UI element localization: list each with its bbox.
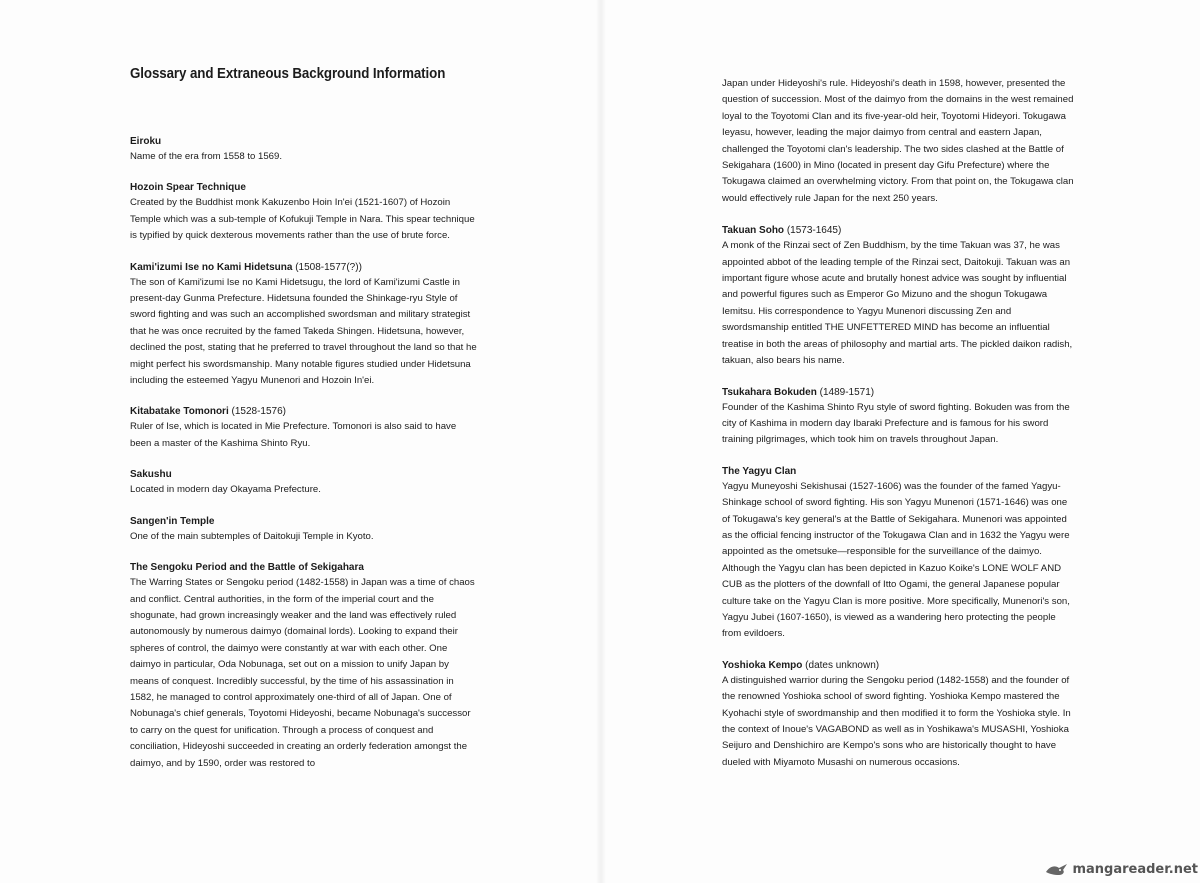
- glossary-entry: [722, 223, 1074, 369]
- glossary-entry: [722, 658, 1074, 771]
- entry-definition: A monk of the Rinzai sect of Zen Buddhism, by the time Takuan was 37, he was appointed abbot of the leading temple of the Rinzai sect, Daitokuji. Takuan was an important figure whose acute and brutally honest advice was sought by influential and powerful figures such as Emperor Go Mizuno and the shogun Tokugawa Iemitsu. His correspondence to Yagyu Munenori discussing Zen and swordsmanship entitled THE UNFETTERED MIND has become an influential treatise in both the areas of philosophy and martial arts. The pickled daikon radish, takuan, also bears his name.: [722, 240, 1073, 367]
- entry-definition: Created by the Buddhist monk Kakuzenbo Hoin In'ei (1521-1607) of Hozoin Temple which was a sub-temple of Kofukuji Temple in Nara. This spear technique is typified by quick dexterous movements rather than the use of brute force.: [130, 197, 475, 242]
- entry-term: Tsukahara Bokuden (1489-1571): [722, 386, 875, 398]
- entry-dates: (1573-1645): [786, 225, 842, 237]
- glossary-entry: [130, 514, 480, 545]
- glossary-entry: [130, 180, 480, 244]
- continued-paragraph: Japan under Hideyoshi's rule. Hideyoshi's death in 1598, however, presented the question of succession. Most of the daimyo from the domains in the west remained loyal to the Toyotomi Clan and its five-year-old heir, Toyotomi Hideyori. Tokugawa Ieyasu, however, leading the major daimyo from central and eastern Japan, challenged the Toyotomi clan's leadership. The two sides clashed at the Battle of Sekigahara (1600) in Mino (located in present day Gifu Prefecture) where the Tokugawa claimed an overwhelming victory. From that point on, the Tokugawa clan would effectively rule Japan for the next 250 years.: [722, 78, 1074, 204]
- right-column: [722, 76, 1074, 786]
- entry-definition: The son of Kami'izumi Ise no Kami Hidetsugu, the lord of Kami'izumi Castle in present-day Gunma Prefecture. Hidetsuna founded the Shinkage-ryu Style of sword fighting and was such an accomplished swordsman and military strategist that he was once recruited by the famed Takeda Shingen. Hidetsuna, however, declined the post, stating that he preferred to travel throughout the land so that he might perfect his swordsmanship. Many notable figures studied under Hidetsuna including the esteemed Yagyu Munenori and Hozoin In'ei.: [130, 276, 477, 387]
- entry-term: Hozoin Spear Technique: [130, 182, 246, 194]
- glossary-entry: [130, 404, 480, 452]
- entry-definition: The Warring States or Sengoku period (1482-1558) in Japan was a time of chaos and conflict. Central authorities, in the form of the imperial court and the shogunate, had grown increasingly weaker and the land was effectively ruled autonomously by numerous daimyo (domainal lords). Looking to expand their spheres of control, the daimyo were constantly at war with each other. One daimyo in particular, Oda Nobunaga, set out on a mission to unify Japan by means of conquest. Incredibly successful, by the time of his assassination in 1582, he managed to control approximately one-third of all of Japan. One of Nobunaga's chief generals, Toyotomi Hideyoshi, became Nobunaga's successor to carry on the quest for unification. Through a process of conquest and conciliation, Hideyoshi succeeded in creating an orderly federation amongst the daimyo, and by 1590, order was restored to: [130, 577, 475, 769]
- right-page: [600, 0, 1200, 883]
- entry-term: Sangen'in Temple: [130, 515, 215, 527]
- entry-definition: Founder of the Kashima Shinto Ryu style of sword fighting. Bokuden was from the city of Kashima in modern day Ibaraki Prefecture and is famous for his sword training pilgrimages, which took him on travels throughout Japan.: [722, 401, 1070, 446]
- entry-dates: (1489-1571): [819, 386, 875, 398]
- glossary-entry: [130, 260, 480, 390]
- entry-term: Kitabatake Tomonori (1528-1576): [130, 406, 286, 418]
- entry-definition: Yagyu Muneyoshi Sekishusai (1527-1606) was the founder of the famed Yagyu-Shinkage school of sword fighting. His son Yagyu Munenori (1571-1646) was one of Tokugawa's key general's at the Battle of Sekigahara. Munenori was appointed as the official fencing instructor of the Tokugawa Clan and in 1632 the Yagyu were appointed as the ometsuke—responsible for the surveillance of the daimyo. Although the Yagyu clan has been depicted in Kazuo Koike's LONE WOLF AND CUB as the plotters of the downfall of Itto Ogami, the general Japanese popular culture take on the Yagyu Clan is more positive. More specifically, Munenori's son, Yagyu Jubei (1607-1650), is viewed as a wandering hero protecting the people from evildoers.: [722, 480, 1070, 640]
- entry-dates: (1528-1576): [231, 406, 286, 418]
- bird-logo-icon: [1045, 863, 1069, 877]
- entry-definition: One of the main subtemples of Daitokuji Temple in Kyoto.: [130, 530, 374, 542]
- entry-term: Kami'izumi Ise no Kami Hidetsuna (1508-1577(?)): [130, 261, 362, 273]
- entry-dates: (dates unknown): [805, 659, 880, 671]
- entry-term: Eiroku: [130, 136, 162, 147]
- entry-definition: Located in modern day Okayama Prefecture.: [130, 484, 321, 496]
- site-watermark: [1045, 862, 1198, 877]
- entry-term: The Yagyu Clan: [722, 465, 797, 477]
- glossary-entry: [130, 467, 480, 498]
- glossary-entry: [130, 560, 480, 772]
- entry-term: The Sengoku Period and the Battle of Sekigahara: [130, 562, 364, 574]
- glossary-entry: [722, 464, 1074, 643]
- entry-definition: Name of the era from 1558 to 1569.: [130, 151, 282, 162]
- entry-definition: Ruler of Ise, which is located in Mie Prefecture. Tomonori is also said to have been a master of the Kashima Shinto Ryu.: [130, 421, 457, 449]
- entry-definition: A distinguished warrior during the Sengoku period (1482-1558) and the founder of the renowned Yoshioka school of sword fighting. Yoshioka Kempo mastered the Kyohachi style of swordmanship and then modified it to form the Yoshioka style. In the context of Inoue's VAGABOND as well as in Yoshikawa's MUSASHI, Yoshioka Seijuro and Denshichiro are Kempo's sons who are historically thought to have dueled with Miyamoto Musashi on numerous occasions.: [722, 674, 1071, 768]
- entry-term: Takuan Soho (1573-1645): [722, 225, 842, 237]
- entry-dates: (1508-1577(?)): [295, 261, 362, 273]
- glossary-entry: [722, 385, 1074, 449]
- watermark-text: mangareader.net: [1072, 862, 1198, 877]
- glossary-entry: [130, 134, 480, 165]
- left-column: [130, 66, 480, 787]
- page-title: Glossary and Extraneous Background Information: [130, 66, 446, 82]
- entry-term: Yoshioka Kempo (dates unknown): [722, 659, 880, 671]
- entry-term: Sakushu: [130, 469, 172, 481]
